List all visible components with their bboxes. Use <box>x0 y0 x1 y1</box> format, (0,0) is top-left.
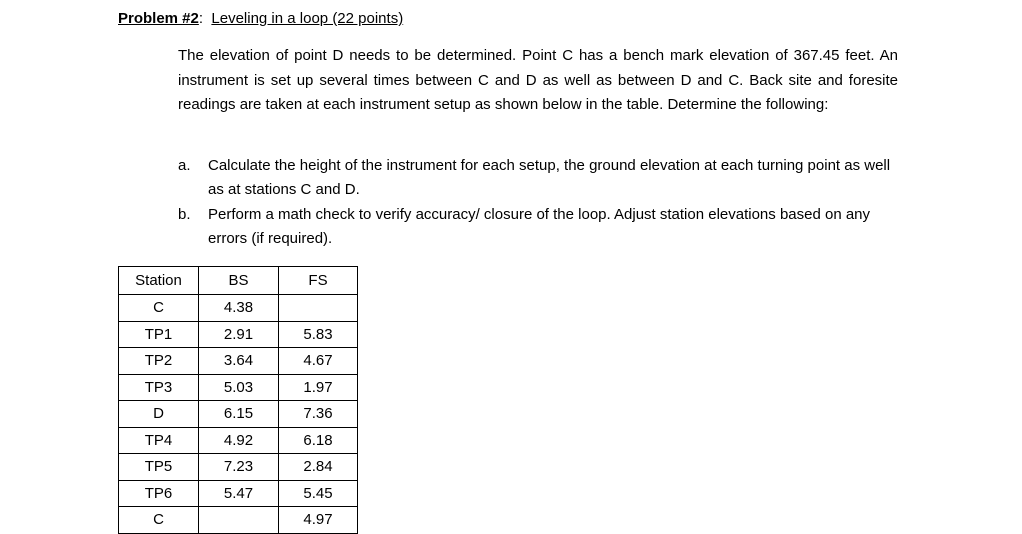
task-marker-a: a. <box>178 157 191 174</box>
station-cell: C <box>119 295 199 322</box>
header-station: Station <box>119 267 199 295</box>
station-cell: D <box>119 401 199 428</box>
fs-cell: 7.36 <box>279 401 358 428</box>
fs-cell: 5.83 <box>279 321 358 348</box>
table-row <box>119 348 358 375</box>
fs-cell: 2.84 <box>279 454 358 481</box>
task-list <box>178 154 908 251</box>
fs-cell: 1.97 <box>279 374 358 401</box>
station-cell: TP2 <box>119 348 199 375</box>
table-row <box>119 295 358 322</box>
leveling-table <box>118 266 358 534</box>
bs-cell: 3.64 <box>199 348 279 375</box>
task-item-a <box>178 154 908 203</box>
fs-cell: 4.67 <box>279 348 358 375</box>
fs-cell: 5.45 <box>279 480 358 507</box>
problem-separator: : <box>198 10 204 27</box>
bs-cell: 2.91 <box>199 321 279 348</box>
station-cell: TP4 <box>119 427 199 454</box>
station-cell: TP1 <box>119 321 199 348</box>
problem-number: Problem #2 <box>118 10 199 27</box>
task-text-b: Perform a math check to verify accuracy/ closure of the loop. Adjust station elevations based on any errors (if required). <box>208 205 871 247</box>
task-item-b <box>178 203 908 252</box>
fs-cell: 4.97 <box>279 507 358 534</box>
table-row <box>119 454 358 481</box>
problem-heading <box>118 9 403 29</box>
bs-cell: 5.03 <box>199 374 279 401</box>
station-cell: TP5 <box>119 454 199 481</box>
bs-cell: 4.38 <box>199 295 279 322</box>
problem-title: Leveling in a loop (22 points) <box>211 10 404 27</box>
fs-cell: 6.18 <box>279 427 358 454</box>
table-row <box>119 321 358 348</box>
header-bs: BS <box>199 267 279 295</box>
bs-cell: 7.23 <box>199 454 279 481</box>
task-text-a: Calculate the height of the instrument for each setup, the ground elevation at each turning point as well as at stations C and D. <box>208 157 891 199</box>
task-marker-b: b. <box>178 205 191 223</box>
station-cell: TP3 <box>119 374 199 401</box>
bs-cell <box>199 507 279 534</box>
problem-description: The elevation of point D needs to be determined. Point C has a bench mark elevation of 367.45 feet. An instrument is set up several times between C and D as well as between D and C. Back site and foresite readings are taken at each instrument setup as shown below in the table. Determine the following: <box>178 47 898 114</box>
table-row <box>119 507 358 534</box>
station-cell: TP6 <box>119 480 199 507</box>
bs-cell: 5.47 <box>199 480 279 507</box>
table-row <box>119 480 358 507</box>
table-row <box>119 401 358 428</box>
station-cell: C <box>119 507 199 534</box>
table-row <box>119 427 358 454</box>
fs-cell <box>279 295 358 322</box>
table-header-row <box>119 267 358 295</box>
table-row <box>119 374 358 401</box>
bs-cell: 4.92 <box>199 427 279 454</box>
bs-cell: 6.15 <box>199 401 279 428</box>
header-fs: FS <box>279 267 358 295</box>
